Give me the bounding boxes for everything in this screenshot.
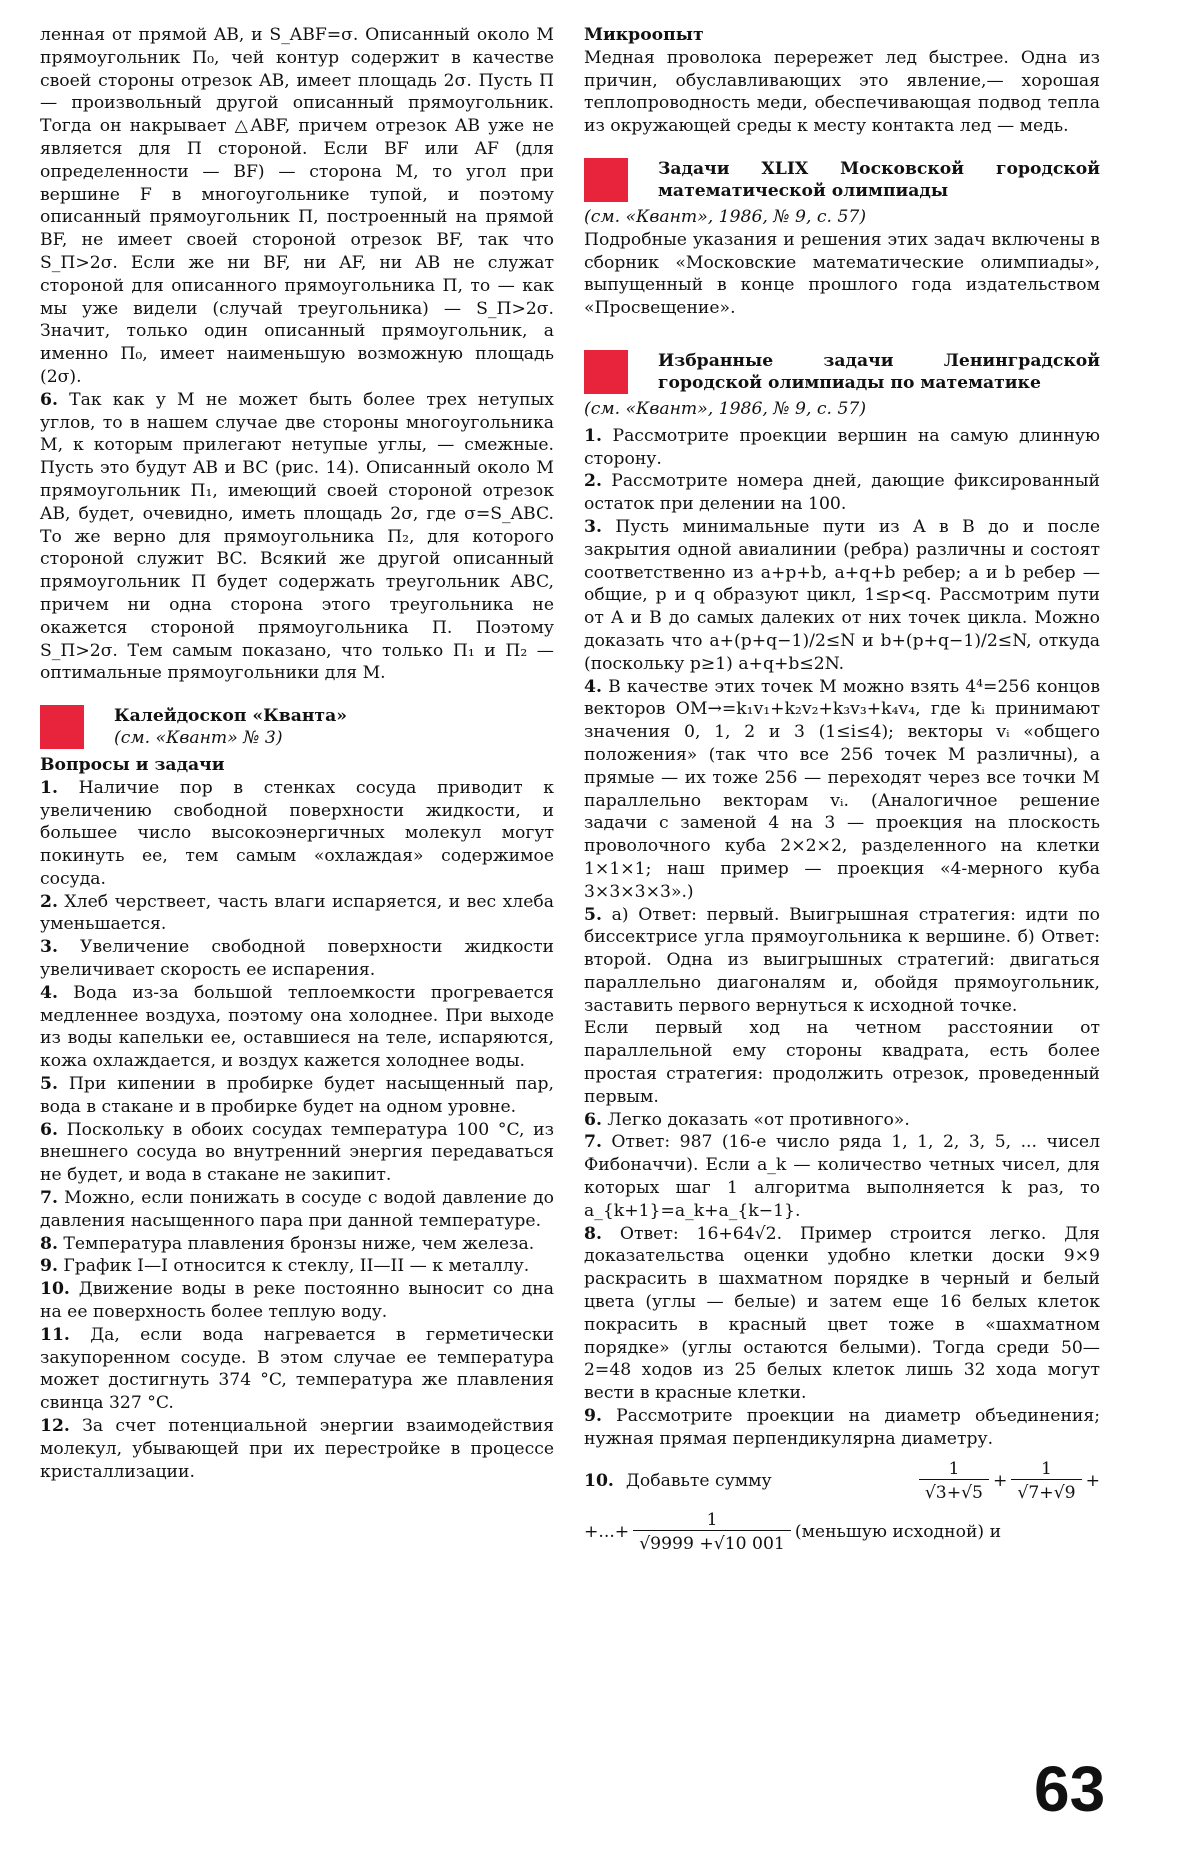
section-header-moscow — [584, 158, 1100, 202]
item-text: При кипении в пробирке будет насыщенный пар, вода в стакане и в пробирке будет на одном уровне. — [40, 1074, 554, 1117]
section-marker-icon — [584, 350, 628, 394]
list-item — [40, 982, 554, 1073]
item-number: 5. — [584, 904, 602, 925]
item-text: Рассмотрите проекции вершин на самую длинную сторону. — [584, 425, 1100, 469]
paragraph-continued: ленная от прямой AB, и S_ABF=σ. Описанный около M прямоугольник Π₀, чей контур содержит в качестве своей стороны отрезок AB, имеет площадь 2σ. Пусть Π — произвольный другой описанный прямоугольник. Тогда он накрывает △ABF, причем отрезок AB уже не является для Π стороной. Если BF или AF (для определенности — BF) — сторона M, то угол при вершине F в многоугольнике тупой, и поэтому описанный прямоугольник Π, построенный на прямой BF, не имеет своей стороной отрезок BF, так что S_Π>2σ. Если же ни BF, ни AF, ни AB не служат стороной для описанного прямоугольника Π, то — как мы уже видели (случай треугольника) — S_Π>2σ. Значит, только один описанный прямоугольник, а именно Π₀, имеет наименьшую возможную площадь (2σ). — [40, 25, 554, 387]
fraction-3 — [633, 1510, 791, 1555]
list-item — [584, 1223, 1100, 1405]
item-number: 1. — [40, 777, 58, 798]
list-item — [40, 1324, 554, 1415]
section-marker-icon — [40, 705, 84, 749]
item-number: 6. — [40, 1119, 58, 1140]
list-item — [584, 516, 1100, 676]
item-text: График I—I относится к стеклу, II—II — к металлу. — [63, 1256, 530, 1277]
item-number: 3. — [40, 937, 58, 958]
section-title: Задачи XLIX Московской городской математической олимпиады — [658, 158, 1100, 201]
list-item — [584, 904, 1100, 1018]
item-number: 9. — [40, 1256, 58, 1277]
item-text: Так как у M не может быть более трех нетупых углов, то в нашем случае две стороны многоугольника M, к которым прилегают нетупые углы, — смежные. Пусть это будут AB и BC (рис. 14). Описанный около M прямоугольник Π₁, имеющий своей стороной отрезок AB, будет, очевидно, иметь площадь 2σ, где σ=S_ABC. То же верно для прямоугольника Π₂, для которого стороной служит BC. Всякий же другой описанный прямоугольник Π будет содержать треугольник ABC, причем ни одна сторона этого треугольника не окажется стороной прямоугольника Π. Поэтому S_Π>2σ. Тем самым показано, что только Π₁ и Π₂ — оптимальные прямоугольники для M. — [40, 389, 554, 684]
list-item — [584, 1131, 1100, 1222]
right-column — [584, 24, 1100, 1555]
section-title: Калейдоскоп «Кванта» — [114, 706, 347, 727]
ellipsis-sum: +...+ — [584, 1521, 630, 1542]
list-item — [40, 1278, 554, 1324]
item-text: Рассмотрите номера дней, дающие фиксированный остаток при делении на 100. — [584, 471, 1100, 515]
fraction-numerator: 1 — [1041, 1458, 1052, 1479]
section-header-kaleidoscope — [40, 705, 554, 750]
micro-text: Медная проволока перережет лед быстрее. Одна из причин, обуславливающих это явление,— хорошая теплопроводность меди, обеспечивающая подвод тепла из окружающей среды к месту контакта лед — медь. — [584, 47, 1100, 137]
item-text: Добавьте сумму — [625, 1470, 772, 1491]
item-number: 2. — [584, 471, 602, 492]
item-text: Увеличение свободной поверхности жидкости увеличивает скорость ее испарения. — [40, 937, 555, 981]
item-number: 7. — [40, 1188, 58, 1209]
list-item — [40, 1119, 554, 1187]
item-text: Если первый ход на четном расстоянии от параллельной ему стороны квадрата, есть более простая стратегия: продолжить отрезок, проведенный первым. — [584, 1018, 1100, 1107]
item-text: а) Ответ: первый. Выигрышная стратегия: идти по биссектрисе угла прямоугольника к вершине. б) Ответ: второй. Одна из выигрышных стратегий: двигаться параллельно диагоналям и, обойдя прямоугольник, заставить первого вернуться к исходной точке. — [584, 904, 1101, 1016]
left-column — [40, 24, 554, 1483]
item-text: Хлеб черствеет, часть влаги испаряется, и вес хлеба уменьшается. — [40, 891, 554, 935]
item-number: 4. — [40, 982, 58, 1003]
solutions-list — [584, 425, 1100, 1451]
list-item — [40, 1233, 554, 1256]
item-number: 8. — [40, 1233, 58, 1254]
plus-sign: + — [1085, 1470, 1100, 1491]
item-number: 12. — [40, 1416, 70, 1437]
item-text: Можно, если понижать в сосуде с водой давление до давления насыщенного пара при данной температуре. — [40, 1188, 554, 1231]
item-text: Ответ: 16+64√2. Пример строится легко. Для доказательства оценки удобно клетки доски 9×9 раскрасить в шахматном порядке в черный и белый цвета (углы — белые) и затем еще 16 белых клеток покрасить в красный цвет тоже в «шахматном порядке» (углы остаются белыми). Тогда среди 50—2=48 ходов из 25 белых клеток лишь 32 хода могут вести в красные клетки. — [584, 1223, 1100, 1404]
list-item — [40, 1255, 554, 1278]
list-item — [584, 676, 1100, 904]
questions-heading: Вопросы и задачи — [40, 754, 225, 775]
list-item — [40, 1187, 554, 1233]
plus-sign: + — [993, 1470, 1008, 1491]
item-10-formula — [584, 1459, 1100, 1555]
questions-list — [40, 777, 554, 1484]
item-number: 6. — [40, 389, 58, 410]
fraction-denominator: √9999 +√10 001 — [633, 1530, 791, 1555]
item-number: 3. — [584, 516, 602, 537]
section-citation: (см. «Квант», 1986, № 9, с. 57) — [584, 206, 867, 227]
section-marker-icon — [584, 158, 628, 202]
item-number: 11. — [40, 1324, 70, 1345]
item-number: 7. — [584, 1132, 602, 1153]
list-item — [584, 470, 1100, 516]
list-item — [40, 777, 554, 891]
micro-heading: Микроопыт — [584, 25, 704, 45]
fraction-denominator: √3+√5 — [919, 1479, 989, 1504]
item-number: 8. — [584, 1223, 602, 1244]
list-item — [40, 1415, 554, 1483]
fraction-1 — [919, 1459, 989, 1504]
section-title: Избранные задачи Ленинградской городской олимпиады по математике — [658, 350, 1100, 393]
item-number: 9. — [584, 1406, 602, 1427]
fraction-numerator: 1 — [706, 1509, 718, 1530]
list-item — [40, 1073, 554, 1119]
item-number: 10. — [40, 1279, 70, 1300]
item-number: 2. — [40, 891, 58, 912]
section-header-leningrad — [584, 350, 1100, 394]
item-number: 1. — [584, 425, 602, 446]
item-text: Ответ: 987 (16-е число ряда 1, 1, 2, 3, 5, ... чисел Фибоначчи). Если a_k — количество четных чисел, для которых шаг 1 алгоритма выполняется k раз, то a_{k+1}=a_k+a_{k−1}. — [584, 1132, 1100, 1221]
item-text: Температура плавления бронзы ниже, чем железа. — [63, 1233, 535, 1254]
fraction-denominator: √7+√9 — [1011, 1479, 1081, 1504]
item-number: 5. — [40, 1074, 58, 1095]
item-text: Поскольку в обоих сосудах температура 100 °C, из внешнего сосуда во внутренний энергия передаваться не будет, и вода в стакане не закипит. — [40, 1119, 554, 1186]
list-item — [584, 1405, 1100, 1451]
fraction-numerator: 1 — [948, 1458, 960, 1479]
item-number: 10. — [584, 1470, 614, 1491]
section-citation: (см. «Квант», 1986, № 9, с. 57) — [584, 398, 867, 419]
item-text: За счет потенциальной энергии взаимодействия молекул, убывающей при их перестройке в процессе кристаллизации. — [40, 1416, 555, 1482]
list-item — [40, 936, 554, 982]
item-text-tail: (меньшую исходной) и — [794, 1521, 1002, 1542]
section-text: Подробные указания и решения этих задач включены в сборник «Московские математические олимпиады», выпущенный в конце прошлого года издательством «Просвещение». — [584, 229, 1100, 319]
list-item — [40, 891, 554, 937]
item-text: Вода из-за большой теплоемкости прогревается медленнее воздуха, поэтому она холоднее. При выходе из воды капельки ее, оставшиеся на теле, испаряются, кожа охлаждается, и воздух кажется холоднее воды. — [40, 982, 554, 1072]
list-item — [584, 1017, 1100, 1108]
item-text: Да, если вода нагревается в герметически закупоренном сосуде. В этом случае ее температура может достигнуть 374 °C, температура же плавления свинца 327 °C. — [40, 1324, 555, 1414]
section-citation: (см. «Квант» № 3) — [114, 728, 283, 749]
list-item — [40, 389, 554, 685]
item-text: Рассмотрите проекции на диаметр объединения; нужная прямая перпендикулярна диаметру. — [584, 1406, 1101, 1449]
item-text: Наличие пор в стенках сосуда приводит к увеличению свободной поверхности жидкости, и большее число высокоэнергичных молекул могут покинуть ее, тем самым «охлаждая» содержимое сосуда. — [40, 777, 555, 889]
fraction-2 — [1011, 1459, 1081, 1504]
item-text: Движение воды в реке постоянно выносит со дна на ее поверхность более теплую воду. — [40, 1279, 554, 1323]
item-text: В качестве этих точек M можно взять 4⁴=256 концов векторов OM→=k₁v₁+k₂v₂+k₃v₃+k₄v₄, где kᵢ принимают значения 0, 1, 2 и 3 (1≤i≤4); векторы vᵢ «общего положения» (так что все 256 точек M различны), а прямые — их тоже 256 — переходят через все точки M параллельно векторам vᵢ. (Аналогичное решение задачи с заменой 4 на 3 — проекция на плоскость проволочного куба 2×2×2, разделенного на клетки 1×1×1; наш пример — проекция «4-мерного куба 3×3×3×3».) — [584, 676, 1101, 902]
item-number: 6. — [584, 1109, 602, 1130]
page-number: 63 — [1034, 1753, 1106, 1825]
item-text: Легко доказать «от противного». — [607, 1109, 910, 1130]
list-item — [584, 425, 1100, 471]
item-text: Пусть минимальные пути из A в B до и после закрытия одной авиалинии (ребра) различны и состоят соответственно из a+p+b, a+q+b ребер; a и b ребер — общие, p и q образуют цикл, 1≤p<q. Рассмотрим пути от A и B до самых далеких от них точек цикла. Можно доказать что a+(p+q−1)/2≤N и b+(p+q−1)/2≤N, откуда (поскольку p≥1) a+q+b≤2N. — [584, 516, 1100, 674]
list-item — [584, 1109, 1100, 1132]
item-number: 4. — [584, 676, 602, 697]
